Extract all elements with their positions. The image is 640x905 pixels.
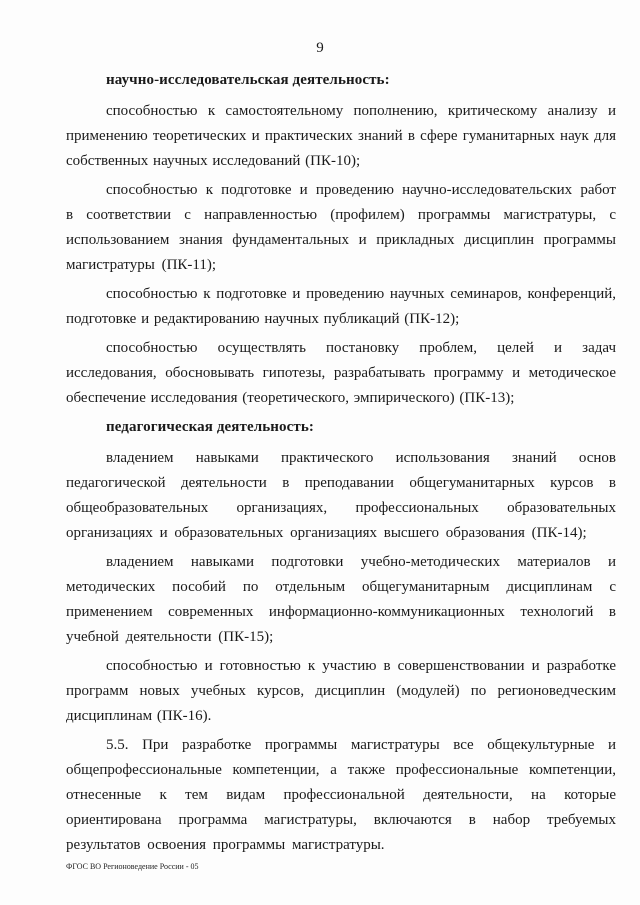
section-heading-pedagogical: педагогическая деятельность: <box>106 419 314 435</box>
paragraph-pk-10: способностью к самостоятельному пополнению, критическому анализу и применению теоретических и практических знаний в сфере гуманитарных наук для собственных научных исследований (ПК-10); <box>66 103 616 169</box>
paragraph-pk-11: способностью к подготовке и проведению научно-исследовательских работ в соответствии с направленностью (профилем) программы магистратуры, с использованием знания фундаментальных и прикладных дисциплин программы магистратуры (ПК-11); <box>66 182 616 273</box>
paragraph-pk-15: владением навыками подготовки учебно-методических материалов и методических пособий по отдельным общегуманитарным дисциплинам с применением современных информационно-коммуникационных технологий в учебной деятельности (ПК-15); <box>66 554 616 645</box>
paragraph-pk-12: способностью к подготовке и проведению научных семинаров, конференций, подготовке и редактированию научных публикаций (ПК-12); <box>66 286 616 327</box>
section-heading-research: научно-исследовательская деятельность: <box>106 72 390 88</box>
paragraph-pk-14: владением навыками практического использования знаний основ педагогической деятельности в преподавании общегуманитарных курсов в общеобразовательных организациях, профессиональных образовательных организациях и образовательных организациях высшего образования (ПК-14); <box>66 450 616 541</box>
page-number: 9 <box>316 40 324 56</box>
document-footer: ФГОС ВО Регионоведение России - 05 <box>66 862 199 871</box>
paragraph-pk-13: способностью осуществлять постановку проблем, целей и задач исследования, обосновывать гипотезы, разрабатывать программу и методическое обеспечение исследования (теоретического, эмпирического) (ПК-13); <box>66 340 616 406</box>
document-body <box>66 68 616 862</box>
paragraph-pk-16: способностью и готовностью к участию в совершенствовании и разработке программ новых учебных курсов, дисциплин (модулей) по регионоведческим дисциплинам (ПК-16). <box>66 658 616 724</box>
paragraph-5-5: 5.5. При разработке программы магистратуры все общекультурные и общепрофессиональные компетенции, а также профессиональные компетенции, отнесенные к тем видам профессиональной деятельности, на которые ориентирована программа магистратуры, включаются в набор требуемых результатов освоения программы магистратуры. <box>66 737 616 853</box>
